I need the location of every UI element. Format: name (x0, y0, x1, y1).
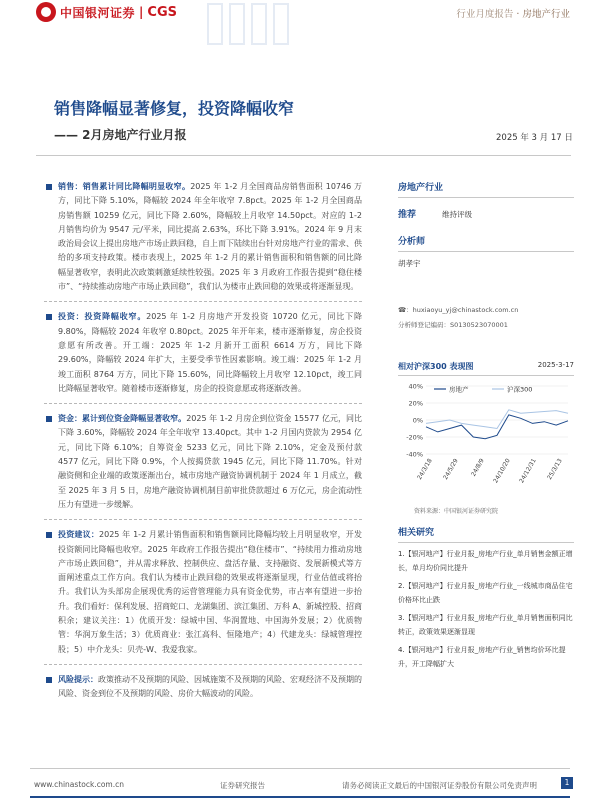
footer-report-type: 证券研究报告 (220, 781, 265, 790)
chart-header (398, 361, 574, 376)
header-industry: 房地产行业 (522, 9, 570, 20)
logo-separator: | (139, 5, 144, 19)
chart-x-tick: 25/3/13 (546, 457, 564, 482)
main-column (44, 180, 362, 702)
paragraph-keyword: 风险提示： (58, 674, 98, 684)
logo-name: 中国银河证券 (60, 5, 136, 20)
report-subtitle: —— 2月房地产行业月报 (54, 128, 187, 142)
footer-disclaimer: 请务必阅读正文最后的中国银河证券股份有限公司免责声明 (342, 781, 537, 790)
chart-y-tick: 40% (408, 382, 423, 391)
chart-legend-label: 沪深300 (507, 385, 533, 394)
bullet-icon (46, 532, 52, 538)
paragraph-investment (44, 310, 362, 396)
chart-y-tick: 0% (412, 416, 423, 425)
page-footer (30, 768, 570, 790)
performance-chart (398, 376, 574, 500)
chart-block (398, 361, 574, 515)
bullet-icon (46, 184, 52, 190)
logo-cgs: CGS (147, 4, 177, 20)
analyst-email: ☎：huxiaoyu_yj@chinastock.com.cn (398, 306, 519, 314)
header-report-type: 行业月度报告 (456, 9, 514, 20)
bullet-icon (46, 416, 52, 422)
paragraph-divider (44, 301, 362, 302)
paragraph-text: 2025 年 1-2 月房企到位资金 15577 亿元，同比下降 3.60%，降幅较 2024 年全年收窄 13.40pct。其中 1-2 月国内贷款为 2954 亿元，同比下降 6.10%；自筹资金 5233 亿元，同比下降 2.10%，定金及预付款 4577 亿元，同比下降 0.9%，个人按揭贷款 1945 亿元，同比下降 11.70%。针对融资侧和企业端的政策逐渐出台，城市房地产融资协调机制于 2024 年 1 月成立，截至 2025 年 3 月 5 日，房地产融资协调机制目前审批贷款超过 6 万亿元，房企流动性压力有望进一步缓解。 (58, 414, 363, 509)
logo (36, 2, 177, 22)
analyst-name: 胡孝宇 (398, 259, 421, 268)
side-column (398, 180, 574, 671)
related-report-item[interactable]: 1.【银河地产】行业月报_房地产行业_单月销售金额正增长，单月均价同比提升 (398, 550, 573, 572)
paragraph-keyword: 投资建议： (58, 530, 100, 540)
analyst-title: 分析师 (398, 234, 574, 252)
paragraph-text: 2025 年 1-2 月全国商品房销售面积 10746 万方，同比下降 5.10%，降幅较 2024 年全年收窄 7.8pct。2025 年 1-2 月全国商品房销售额 10259 亿元，同比下降 2.60%，降幅较上月收窄 14.50pct。对应的 1-2 月销售均价为 9547 元/平米，同比提高 2.63%，环比下降 3.91%。2024 年 9 月末政治局会议上提出房地产市场止跌回稳，自上而下陆续出台针对房地产行业的需求、供给的多项支持政策。楼市表现上，2025 年 1-2 月的累计销售面积和销售额的同比降幅显著收窄，表明此次政策刺激延续性较强。2025 年 3 月政府工作报告提到“稳住楼市”、“持续推动房地产市场止跌回稳”，我们认为楼市止跌回稳的效果或将逐渐显现。 (58, 182, 362, 292)
rating-row (398, 207, 574, 220)
chart-legend-label: 房地产 (449, 385, 469, 394)
paragraph-keyword: 资金：累计到位资金降幅显著收窄。 (58, 414, 187, 424)
chart-x-tick: 24/10/20 (492, 457, 512, 485)
footer-url[interactable]: www.chinastock.com.cn (34, 780, 124, 789)
chart-source: 资料来源：中国银河证券研究院 (414, 508, 499, 515)
paragraph-keyword: 销售：销售累计同比降幅明显收窄。 (58, 182, 191, 191)
paragraph-funding (44, 412, 362, 512)
paragraph-divider (44, 519, 362, 520)
bullet-icon (46, 314, 52, 320)
report-date: 2025 年 3 月 17 日 (496, 133, 573, 143)
chart-series-line (426, 410, 568, 429)
rating-value: 维持评级 (442, 210, 472, 219)
paragraph-keyword: 投资：投资降幅收窄。 (58, 312, 147, 322)
chart-y-tick: -20% (406, 433, 423, 442)
chart-date: 2025-3-17 (537, 361, 574, 369)
related-report-item[interactable]: 3.【银河地产】行业月报_房地产行业_单月销售面积同比转正，政策效果逐渐显现 (398, 614, 573, 636)
rating-key: 推荐 (398, 210, 417, 220)
paragraph-text: 2025 年 1-2 月累计销售面积和销售额同比降幅均较上月明显收窄，开发投资额同比降幅也收窄。2025 年政府工作报告提出“稳住楼市”、“持续用力推动房地产市场止跌回稳”，并从需求释放、控制供应、盘活存量、支持融资、发展新模式等方面阐述重点工作方向。我们认为楼市止跌回稳的效果或将逐渐显现，行业估值或将抬升。我们认为头部房企展现优秀的运营管理能力具有资金优势，市占率有望进一步抬升。我们看好：保利发展、招商蛇口、龙湖集团、滨江集团、万科 A、新城控股、招商积余；建议关注：1）优质开发：绿城中国、华润置地、中国海外发展；2）优质物管：华润万象生活；3）优质商业：张江高科、恒隆地产；4）代建龙头：绿城管理控股；5）中介龙头：贝壳-W、我爱我家。 (58, 530, 363, 654)
report-title: 销售降幅显著修复，投资降幅收窄 (54, 99, 295, 118)
page-number: 1 (561, 777, 573, 789)
chart-x-tick: 24/3/18 (416, 457, 434, 482)
paragraph-divider (44, 403, 362, 404)
chart-y-tick: -40% (406, 450, 423, 459)
header-report-tag (456, 6, 570, 20)
chart-y-tick: 20% (408, 399, 423, 408)
logo-icon (36, 2, 56, 22)
chart-x-tick: 24/8/9 (470, 457, 486, 478)
chart-x-tick: 24/12/31 (518, 457, 538, 485)
industry-title: 房地产行业 (398, 180, 574, 198)
related-report-item[interactable]: 4.【银河地产】行业月报_房地产行业_销售均价环比提升，开工降幅扩大 (398, 646, 566, 668)
paragraph-text: 政策推动不及预期的风险、因城施策不及预期的风险、宏观经济不及预期的风险、资金到位不及预期的风险、房价大幅波动的风险。 (58, 674, 362, 699)
related-report-item[interactable]: 2.【银河地产】行业月报_房地产行业_一线城市商品住宅价格环比止跌 (398, 582, 573, 604)
header-watermark-graphic (200, 0, 300, 50)
bullet-icon (46, 677, 52, 683)
related-title: 相关研究 (398, 525, 574, 543)
paragraph-divider (44, 664, 362, 665)
paragraph-sales (44, 180, 362, 294)
chart-series-line (426, 415, 568, 439)
analyst-cert: 分析师登记编码：S0130523070001 (398, 321, 508, 329)
page-header (0, 0, 600, 28)
title-divider (36, 155, 571, 156)
paragraph-text: 2025 年 1-2 月房地产开发投资 10720 亿元，同比下降 9.80%，降幅较 2024 年收窄 0.80pct。2025 年开年来，楼市逐渐修复，房企投资意愿有所改善。开工端：2025 年 1-2 月新开工面积 6614 万方，同比下降 29.60%，降幅较 2024 年扩大，主要受季节性因素影响。竣工端：2025 年 1-2 月竣工面积 8764 万方，同比下降 15.60%，同比降幅较上月收窄 12.10pct，竣工同比降幅显著收窄。随着楼市逐渐修复，房企的投资意愿或将逐渐改善。 (58, 312, 362, 393)
analyst-contact (398, 303, 574, 333)
footer-bar (30, 796, 570, 798)
paragraph-recommendation (44, 528, 362, 657)
related-research (398, 525, 574, 671)
paragraph-risk (44, 673, 362, 702)
header-dot: · (516, 9, 520, 20)
chart-title: 相对沪深300 表现图 (398, 362, 474, 371)
chart-x-tick: 24/5/29 (442, 457, 460, 482)
